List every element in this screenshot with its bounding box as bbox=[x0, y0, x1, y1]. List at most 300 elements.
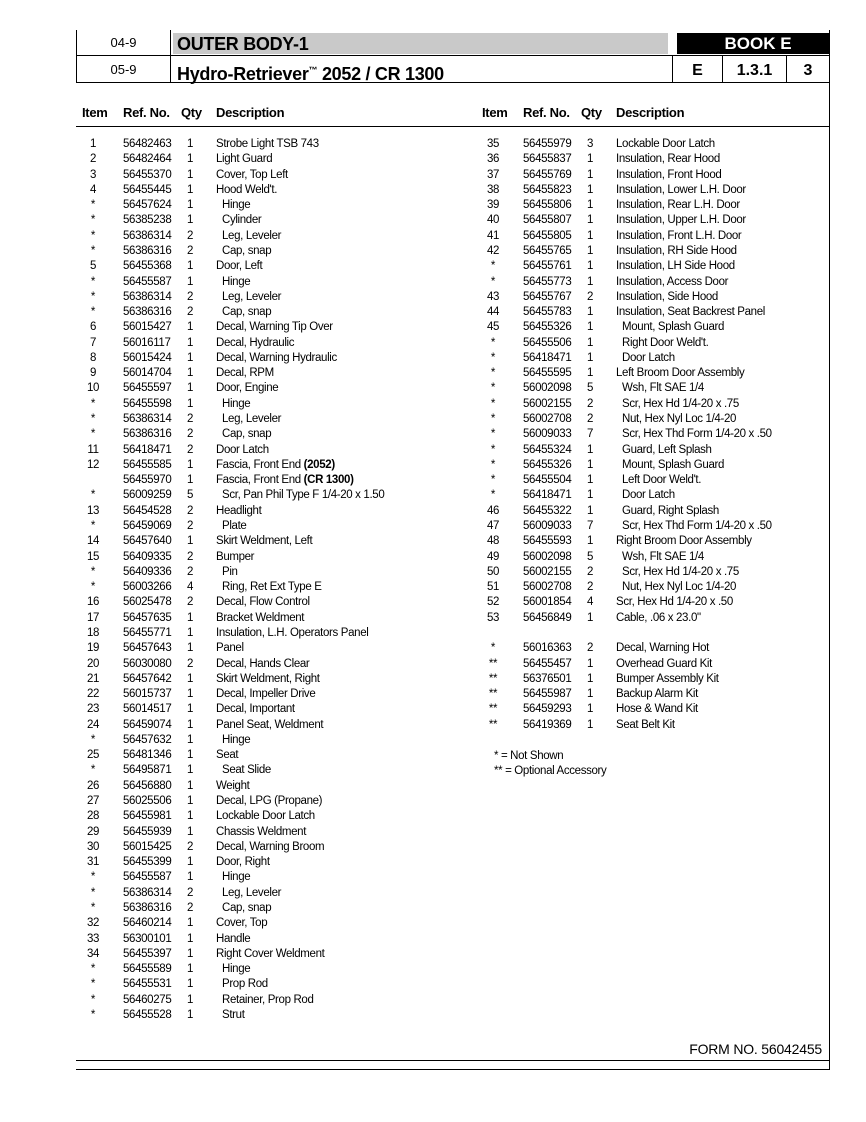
table-row bbox=[76, 886, 456, 901]
item-number: * bbox=[490, 382, 496, 395]
item-number: 44 bbox=[486, 306, 500, 319]
table-row bbox=[76, 336, 456, 351]
description bbox=[616, 595, 733, 610]
table-row bbox=[76, 916, 456, 931]
description-text: Handle bbox=[216, 932, 251, 945]
quantity: 1 bbox=[186, 871, 194, 884]
table-row bbox=[76, 993, 456, 1008]
table-row bbox=[76, 718, 456, 733]
description bbox=[216, 687, 315, 702]
table-row bbox=[76, 351, 456, 366]
ref-number: 56455504 bbox=[523, 474, 572, 487]
item-number: * bbox=[90, 244, 96, 257]
ref-number: 56455326 bbox=[523, 458, 572, 471]
quantity: 1 bbox=[186, 672, 194, 685]
legend-optional: ** = Optional Accessory bbox=[494, 765, 607, 777]
description-text: Scr, Hex Thd Form 1/4-20 x .50 bbox=[622, 520, 772, 532]
table-row bbox=[76, 626, 456, 641]
col-qty-right: Qty bbox=[581, 105, 602, 120]
item-number: * bbox=[490, 474, 496, 487]
quantity: 1 bbox=[186, 947, 194, 960]
description-text: Door, Engine bbox=[216, 382, 279, 395]
item-number: 34 bbox=[86, 947, 100, 960]
item-number: 47 bbox=[486, 520, 500, 532]
description bbox=[622, 320, 724, 335]
description bbox=[216, 183, 277, 198]
quantity: 1 bbox=[186, 397, 194, 410]
quantity: 1 bbox=[186, 993, 194, 1006]
ref-number: 56002708 bbox=[523, 581, 572, 594]
ref-number: 56455769 bbox=[523, 168, 572, 181]
ref-number: 56482463 bbox=[123, 138, 172, 150]
quantity: 1 bbox=[186, 458, 194, 471]
description bbox=[222, 870, 250, 885]
table-row bbox=[476, 351, 856, 366]
quantity: 1 bbox=[186, 153, 194, 166]
form-number: FORM NO. 56042455 bbox=[689, 1041, 822, 1057]
quantity: 1 bbox=[186, 321, 194, 334]
ref-number: 56016363 bbox=[523, 642, 572, 655]
ref-number: 56457632 bbox=[123, 733, 172, 746]
quantity: 1 bbox=[186, 688, 194, 701]
item-number: * bbox=[90, 397, 96, 410]
description bbox=[616, 641, 709, 656]
ref-number: 56455324 bbox=[523, 443, 572, 456]
description-text: Insulation, Rear Hood bbox=[616, 153, 720, 166]
ref-number: 56002155 bbox=[523, 397, 572, 410]
ref-number: 56455970 bbox=[123, 474, 172, 487]
table-row bbox=[76, 779, 456, 794]
description bbox=[222, 519, 246, 534]
ref-number: 56457643 bbox=[123, 642, 172, 655]
table-row bbox=[476, 183, 856, 198]
description bbox=[616, 305, 765, 320]
ref-number: 56457624 bbox=[123, 199, 172, 212]
ref-number: 56455531 bbox=[123, 978, 172, 991]
item-number: 10 bbox=[86, 382, 100, 395]
description-text: Scr, Hex Hd 1/4-20 x .50 bbox=[616, 596, 733, 609]
col-desc-left: Description bbox=[216, 105, 285, 120]
quantity: 2 bbox=[186, 657, 194, 670]
table-row bbox=[476, 366, 856, 381]
description-text: Lockable Door Latch bbox=[216, 810, 315, 823]
footer-rule bbox=[76, 1060, 830, 1061]
description-text: Right Cover Weldment bbox=[216, 947, 325, 960]
description bbox=[216, 794, 322, 809]
ref-number: 56455326 bbox=[523, 321, 572, 334]
page-title: OUTER BODY-1 bbox=[173, 33, 668, 54]
description bbox=[616, 183, 746, 198]
ref-number: 56386314 bbox=[123, 229, 172, 242]
quantity: 1 bbox=[586, 336, 594, 349]
ref-number: 56455445 bbox=[123, 183, 172, 196]
ref-number: 56456849 bbox=[523, 611, 572, 624]
col-ref-left: Ref. No. bbox=[123, 105, 170, 120]
col-qty-left: Qty bbox=[181, 105, 202, 120]
table-row bbox=[76, 794, 456, 809]
description-text: Decal, Hands Clear bbox=[216, 657, 310, 670]
description bbox=[216, 550, 254, 565]
quantity: 2 bbox=[586, 397, 594, 410]
description bbox=[216, 748, 238, 763]
table-row bbox=[76, 443, 456, 458]
table-row bbox=[76, 168, 456, 183]
description bbox=[216, 825, 306, 840]
quantity: 1 bbox=[186, 917, 194, 930]
table-row bbox=[476, 504, 856, 519]
table-row bbox=[76, 412, 456, 427]
item-number: 9 bbox=[89, 367, 97, 380]
description-text: Fascia, Front End bbox=[216, 458, 304, 471]
description-text: Pin bbox=[222, 565, 238, 578]
description bbox=[216, 932, 250, 947]
description bbox=[622, 443, 712, 458]
item-number: * bbox=[90, 214, 96, 227]
description-text: Decal, Warning Broom bbox=[216, 840, 325, 853]
description-text: Seat Belt Kit bbox=[616, 718, 675, 731]
quantity: 2 bbox=[586, 581, 594, 594]
item-number: * bbox=[90, 428, 96, 441]
description-text: Skirt Weldment, Right bbox=[216, 672, 320, 685]
quantity: 1 bbox=[186, 626, 194, 639]
ref-number: 56015737 bbox=[123, 688, 172, 701]
table-row bbox=[476, 657, 856, 672]
item-number: * bbox=[90, 413, 96, 426]
description-text: Decal, RPM bbox=[216, 367, 274, 380]
quantity: 3 bbox=[586, 138, 594, 150]
ref-number: 56009033 bbox=[523, 428, 572, 441]
item-number: * bbox=[90, 871, 96, 884]
table-row bbox=[76, 427, 456, 442]
description-text: Headlight bbox=[216, 504, 262, 517]
quantity: 2 bbox=[186, 443, 194, 456]
ref-number: 56455368 bbox=[123, 260, 172, 273]
ref-number: 56455979 bbox=[523, 138, 572, 150]
number-cell: 1.3.1 bbox=[736, 62, 773, 79]
ref-number: 56455806 bbox=[523, 199, 572, 212]
item-number: 42 bbox=[486, 244, 500, 257]
item-number: * bbox=[490, 642, 496, 655]
description-text: Insulation, L.H. Operators Panel bbox=[216, 626, 369, 639]
quantity: 1 bbox=[186, 183, 194, 196]
description bbox=[216, 626, 368, 641]
table-row bbox=[476, 381, 856, 396]
description-text: Scr, Hex Hd 1/4-20 x .75 bbox=[622, 397, 739, 410]
ref-number: 56418471 bbox=[523, 351, 572, 364]
quantity: 2 bbox=[186, 290, 194, 303]
description bbox=[222, 1008, 245, 1023]
ref-number: 56025506 bbox=[123, 795, 172, 808]
description-text: Plate bbox=[222, 520, 247, 532]
item-number: * bbox=[90, 1008, 96, 1021]
description-text: Decal, Warning Hot bbox=[616, 642, 709, 655]
description bbox=[222, 198, 250, 213]
quantity: 4 bbox=[586, 596, 594, 609]
quantity: 1 bbox=[586, 244, 594, 257]
item-number: 36 bbox=[486, 153, 500, 166]
table-row bbox=[76, 748, 456, 763]
quantity: 1 bbox=[586, 474, 594, 487]
item-number: * bbox=[90, 886, 96, 899]
ref-number: 56455771 bbox=[123, 626, 172, 639]
ref-number: 56455823 bbox=[523, 183, 572, 196]
quantity: 1 bbox=[586, 703, 594, 716]
item-number: * bbox=[90, 963, 96, 976]
ref-number: 56495871 bbox=[123, 764, 172, 777]
description-text: Nut, Hex Nyl Loc 1/4-20 bbox=[622, 413, 737, 426]
table-row bbox=[476, 443, 856, 458]
table-row bbox=[476, 152, 856, 167]
item-number: * bbox=[490, 351, 496, 364]
ref-number: 56030080 bbox=[123, 657, 172, 670]
item-number: 7 bbox=[89, 336, 97, 349]
table-row bbox=[476, 641, 856, 656]
item-number: 31 bbox=[86, 856, 100, 869]
item-number: 24 bbox=[86, 718, 100, 731]
description-text: Door Latch bbox=[216, 443, 269, 456]
description bbox=[622, 565, 739, 580]
description-text: Overhead Guard Kit bbox=[616, 657, 712, 670]
item-number: 15 bbox=[86, 550, 100, 563]
item-number: 18 bbox=[86, 626, 100, 639]
item-number: 13 bbox=[86, 504, 100, 517]
ref-number: 56455370 bbox=[123, 168, 172, 181]
description bbox=[216, 534, 312, 549]
item-number: ** bbox=[488, 703, 498, 716]
description-text: Door, Left bbox=[216, 260, 263, 273]
description bbox=[216, 855, 270, 870]
description-text: Bumper Assembly Kit bbox=[616, 672, 719, 685]
description-text: Cable, .06 x 23.0" bbox=[616, 611, 701, 624]
description-text: Hinge bbox=[222, 199, 251, 212]
ref-number: 56014517 bbox=[123, 703, 172, 716]
quantity: 2 bbox=[186, 886, 194, 899]
item-number: ** bbox=[488, 672, 498, 685]
revision-1: 04-9 bbox=[110, 35, 137, 50]
description-text: Decal, Warning Hydraulic bbox=[216, 351, 337, 364]
description-text: Backup Alarm Kit bbox=[616, 688, 698, 701]
description bbox=[222, 886, 281, 901]
table-row bbox=[476, 275, 856, 290]
quantity: 1 bbox=[186, 535, 194, 548]
description bbox=[622, 473, 701, 488]
quantity: 1 bbox=[186, 642, 194, 655]
table-row bbox=[476, 229, 856, 244]
ref-number: 56386316 bbox=[123, 244, 172, 257]
ref-number: 56455598 bbox=[123, 397, 172, 410]
table-row bbox=[76, 672, 456, 687]
ref-number: 56002708 bbox=[523, 413, 572, 426]
description bbox=[222, 977, 268, 992]
item-number: * bbox=[90, 978, 96, 991]
book-badge: BOOK E bbox=[677, 33, 829, 54]
quantity: 1 bbox=[586, 672, 594, 685]
item-number: 49 bbox=[486, 550, 500, 563]
table-row bbox=[476, 336, 856, 351]
table-row bbox=[76, 595, 456, 610]
table-row bbox=[76, 229, 456, 244]
description bbox=[216, 336, 294, 351]
col-desc-right: Description bbox=[616, 105, 685, 120]
description-text: Right Door Weld't. bbox=[622, 336, 709, 349]
description-text: Strobe Light TSB 743 bbox=[216, 138, 319, 150]
description-text: Guard, Right Splash bbox=[622, 504, 719, 517]
description-text: Insulation, LH Side Hood bbox=[616, 260, 735, 273]
description-text: Hinge bbox=[222, 397, 251, 410]
description bbox=[216, 366, 274, 381]
ref-number: 56455939 bbox=[123, 825, 172, 838]
item-number: 40 bbox=[486, 214, 500, 227]
description bbox=[222, 412, 281, 427]
ref-number: 56386314 bbox=[123, 290, 172, 303]
description-text: Hose & Wand Kit bbox=[616, 703, 698, 716]
quantity: 1 bbox=[186, 810, 194, 823]
table-row bbox=[476, 198, 856, 213]
table-row bbox=[76, 977, 456, 992]
ref-number: 56002155 bbox=[523, 565, 572, 578]
item-number: * bbox=[90, 275, 96, 288]
ref-number: 56455987 bbox=[523, 688, 572, 701]
description-text: Bracket Weldment bbox=[216, 611, 305, 624]
item-number: 17 bbox=[86, 611, 100, 624]
table-row bbox=[76, 305, 456, 320]
description bbox=[622, 458, 724, 473]
quantity: 1 bbox=[186, 260, 194, 273]
quantity: 1 bbox=[586, 351, 594, 364]
description-text: Panel bbox=[216, 642, 244, 655]
description bbox=[216, 320, 333, 335]
description bbox=[216, 641, 244, 656]
table-row bbox=[76, 320, 456, 335]
table-row bbox=[476, 718, 856, 733]
description bbox=[622, 351, 675, 366]
table-row bbox=[76, 611, 456, 626]
item-number: 32 bbox=[86, 917, 100, 930]
item-number: ** bbox=[488, 688, 498, 701]
section-cell: E bbox=[692, 62, 703, 79]
description-text: Left Broom Door Assembly bbox=[616, 367, 745, 380]
quantity: 1 bbox=[186, 856, 194, 869]
item-number: 38 bbox=[486, 183, 500, 196]
description-text: Insulation, Lower L.H. Door bbox=[616, 183, 746, 196]
quantity: 5 bbox=[586, 550, 594, 563]
revision-2: 05-9 bbox=[110, 62, 137, 77]
description-text: Decal, Flow Control bbox=[216, 596, 310, 609]
item-number: * bbox=[90, 306, 96, 319]
table-row bbox=[76, 366, 456, 381]
quantity: 1 bbox=[186, 1008, 194, 1021]
description bbox=[616, 198, 740, 213]
item-number: 1 bbox=[89, 138, 97, 150]
table-row bbox=[76, 641, 456, 656]
description-text: Nut, Hex Nyl Loc 1/4-20 bbox=[622, 581, 737, 594]
description bbox=[216, 611, 304, 626]
table-row bbox=[476, 672, 856, 687]
table-row bbox=[76, 840, 456, 855]
description bbox=[222, 244, 271, 259]
item-number: * bbox=[90, 199, 96, 212]
item-number: * bbox=[90, 764, 96, 777]
description bbox=[622, 550, 704, 565]
rev-divider bbox=[170, 30, 171, 83]
ref-number: 56459074 bbox=[123, 718, 172, 731]
col-item-left: Item bbox=[82, 105, 108, 120]
item-number: * bbox=[490, 260, 496, 273]
quantity: 1 bbox=[186, 795, 194, 808]
table-row bbox=[76, 733, 456, 748]
quantity: 1 bbox=[586, 535, 594, 548]
quantity: 1 bbox=[586, 611, 594, 624]
table-row bbox=[76, 901, 456, 916]
col-ref-right: Ref. No. bbox=[523, 105, 570, 120]
description-text: Right Broom Door Assembly bbox=[616, 535, 752, 548]
ref-number: 56418471 bbox=[523, 489, 572, 502]
item-number: 28 bbox=[86, 810, 100, 823]
item-number: 2 bbox=[89, 153, 97, 166]
item-number: 26 bbox=[86, 779, 100, 792]
table-row bbox=[76, 763, 456, 778]
description bbox=[616, 259, 735, 274]
description-text: Weight bbox=[216, 779, 250, 792]
table-row bbox=[476, 565, 856, 580]
table-row bbox=[76, 244, 456, 259]
description bbox=[616, 366, 744, 381]
table-row bbox=[476, 611, 856, 626]
description bbox=[616, 657, 712, 672]
header-divider bbox=[76, 55, 830, 56]
ref-number: 56457635 bbox=[123, 611, 172, 624]
quantity: 1 bbox=[186, 351, 194, 364]
item-number: 11 bbox=[87, 443, 99, 456]
description bbox=[216, 458, 335, 473]
item-number: 30 bbox=[86, 840, 100, 853]
item-number: 45 bbox=[486, 321, 500, 334]
quantity: 5 bbox=[586, 382, 594, 395]
quantity: 1 bbox=[186, 779, 194, 792]
description-text: Cylinder bbox=[222, 214, 262, 227]
ref-number: 56385238 bbox=[123, 214, 172, 227]
item-number: * bbox=[490, 428, 496, 441]
item-number: 39 bbox=[486, 199, 500, 212]
description bbox=[622, 336, 708, 351]
ref-number: 56455761 bbox=[523, 260, 572, 273]
table-row bbox=[76, 198, 456, 213]
table-row bbox=[476, 412, 856, 427]
quantity: 2 bbox=[186, 229, 194, 242]
quantity: 2 bbox=[186, 596, 194, 609]
description bbox=[216, 809, 315, 824]
description bbox=[216, 168, 288, 183]
description-text: Retainer, Prop Rod bbox=[222, 993, 314, 1006]
description-text: Insulation, Side Hood bbox=[616, 290, 718, 303]
item-number: ** bbox=[488, 718, 498, 731]
item-number: * bbox=[90, 902, 96, 914]
ref-number: 56455783 bbox=[523, 306, 572, 319]
item-number: 5 bbox=[89, 260, 97, 273]
item-number: 19 bbox=[86, 642, 100, 655]
ref-number: 56455399 bbox=[123, 856, 172, 869]
quantity: 1 bbox=[586, 657, 594, 670]
description bbox=[616, 168, 721, 183]
description-text: Leg, Leveler bbox=[222, 413, 282, 426]
table-row bbox=[76, 580, 456, 595]
item-number: 46 bbox=[486, 504, 500, 517]
table-row bbox=[476, 458, 856, 473]
quantity: 2 bbox=[186, 244, 194, 257]
description bbox=[216, 916, 267, 931]
col-item-right: Item bbox=[482, 105, 508, 120]
item-number: * bbox=[90, 489, 96, 502]
